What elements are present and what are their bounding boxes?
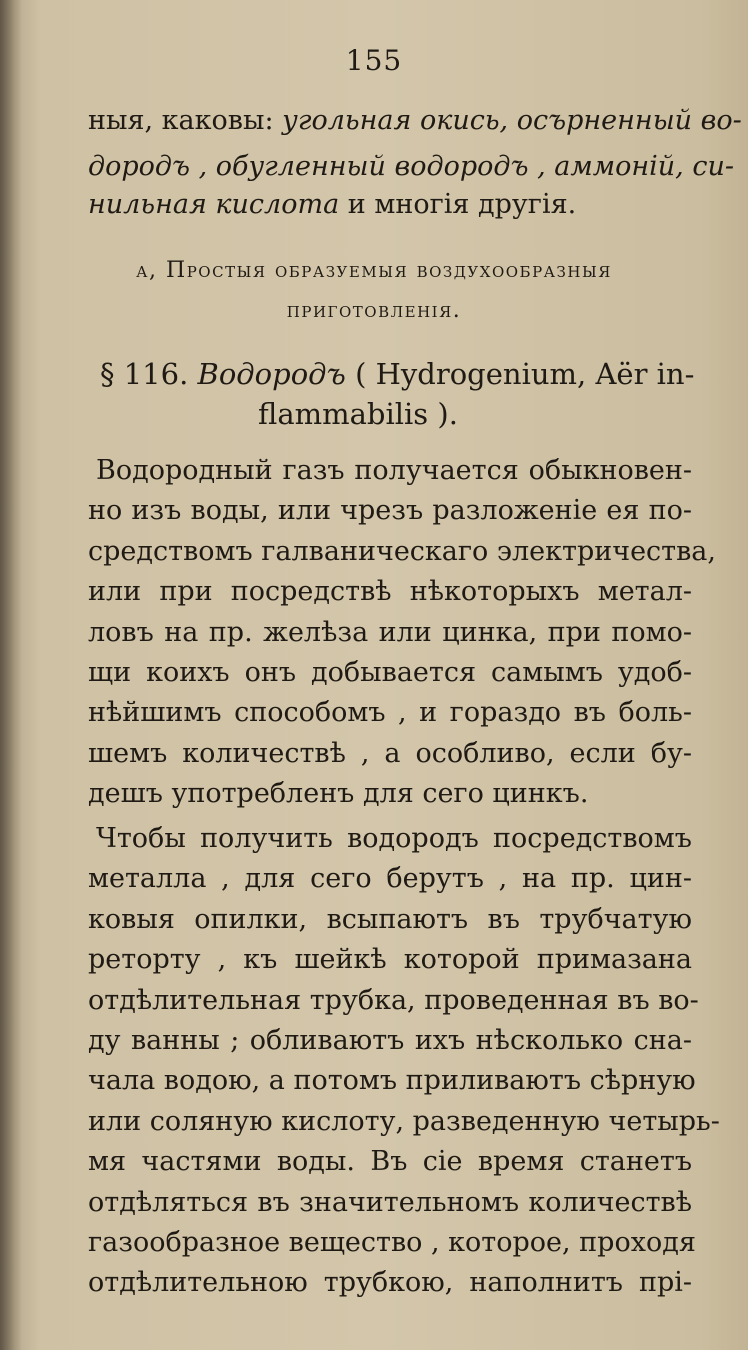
text-span: flammabilis ). xyxy=(258,397,458,431)
italic-text: дородъ , обугленный водородъ , аммоній, си- xyxy=(88,151,734,182)
text-line: щи коихъ онъ добывается самымъ удоб- xyxy=(88,657,692,688)
text-line: отдѣлительная трубка, проведенная въ во- xyxy=(88,985,699,1016)
text-line: ловъ на пр. желѣза или цинка, при помо- xyxy=(88,617,692,648)
text-span: и многія другія. xyxy=(339,189,577,220)
text-line: металла , для сего берутъ , на пр. цин- xyxy=(88,863,692,894)
text-line: газообразное вещество , которое, проходя xyxy=(88,1227,696,1258)
italic-text: нильная кислота xyxy=(88,189,340,220)
text-line xyxy=(88,188,576,222)
text-line xyxy=(258,396,458,432)
text-line: нѣйшимъ способомъ , и гораздо въ боль- xyxy=(88,697,692,728)
italic-text: угольная окись, осърненный во- xyxy=(282,105,742,136)
text-span: ныя, каковы: xyxy=(88,105,283,136)
text-line: или соляную кислоту, разведенную четырь- xyxy=(88,1106,720,1137)
spine-shadow xyxy=(0,0,22,1350)
text-line: отдѣлительною трубкою, наполнитъ прі- xyxy=(88,1267,692,1298)
text-line: Чтобы получить водородъ посредствомъ xyxy=(96,823,692,854)
text-line xyxy=(100,356,695,392)
text-line: ду ванны ; обливаютъ ихъ нѣсколько сна- xyxy=(88,1025,692,1056)
text-span: § 116. xyxy=(100,357,198,391)
text-line: реторту , къ шейкѣ которой примазана xyxy=(88,944,692,975)
text-line xyxy=(88,150,734,184)
text-line: средствомъ галваническаго электричества, xyxy=(88,536,716,567)
text-line: ковыя опилки, всыпаютъ въ трубчатую xyxy=(88,904,692,935)
text-span: ( Hydrogenium, Aër in- xyxy=(345,357,695,391)
italic-text: Водородъ xyxy=(197,357,346,391)
text-line: но изъ воды, или чрезъ разложеніе ея по- xyxy=(88,495,692,526)
heading-line: приготовленія. xyxy=(286,298,462,323)
text-line: шемъ количествѣ , а особливо, если бу- xyxy=(88,738,692,769)
page-number: 155 xyxy=(345,44,403,77)
text-line xyxy=(88,104,742,138)
text-line: дешъ употребленъ для сего цинкъ. xyxy=(88,778,589,809)
heading-line: а, Простыя образуемыя воздухообразныя xyxy=(136,258,612,283)
text-line: или при посредствѣ нѣкоторыхъ метал- xyxy=(88,576,692,607)
text-line: отдѣляться въ значительномъ количествѣ xyxy=(88,1187,692,1218)
text-line: Водородный газъ получается обыкновен- xyxy=(96,455,692,486)
text-line: чала водою, а потомъ приливаютъ сѣрную xyxy=(88,1065,696,1096)
text-line: мя частями воды. Въ сіе время станетъ xyxy=(88,1146,692,1177)
